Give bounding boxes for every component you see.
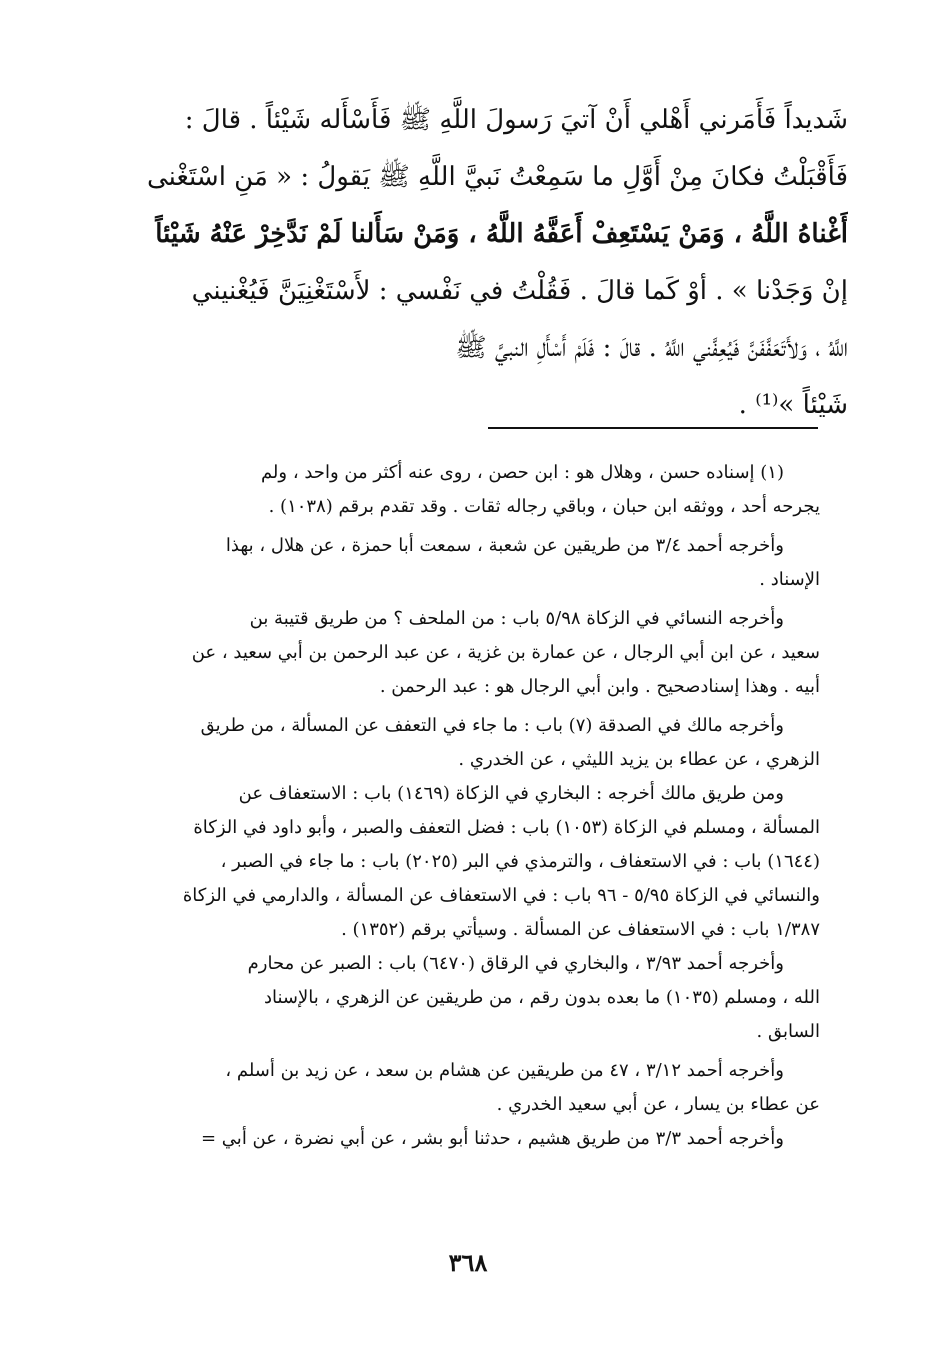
footnote-line: ١/٣٨٧ باب : في الاستعفاف عن المسألة . وسيأتي برقم (١٣٥٢) . <box>341 919 820 940</box>
footnote-line: عن عطاء بن يسار ، عن أبي سعيد الخدري . <box>496 1094 820 1115</box>
hadith-text <box>128 92 848 434</box>
footnote-line: الزهري ، عن عطاء بن يزيد الليثي ، عن الخدري . <box>458 749 820 770</box>
footnote-line: وأخرجه النسائي في الزكاة ٥/٩٨ باب : من الملحف ؟ من طريق قتيبة بن <box>249 608 784 629</box>
footnote-separator <box>488 427 818 429</box>
footnote-paragraph <box>128 947 820 1049</box>
hadith-line: أَغْناهُ اللَّهُ ، وَمَنْ يَسْتَعِفْ أَعَفَّهُ اللَّهُ ، وَمَنْ سَأَلنا لَمْ نَدَّخِرْ عَنْهُ شَيْئاً <box>155 219 848 249</box>
footnote-paragraph <box>128 1122 820 1156</box>
footnotes <box>128 456 820 1156</box>
footnote-line: وأخرجه أحمد ٣/١٢ ، ٤٧ من طريقين عن هشام بن سعد ، عن زيد بن أسلم ، <box>225 1060 784 1081</box>
footnote-line: وأخرجه مالك في الصدقة (٧) باب : ما جاء في التعفف عن المسألة ، من طريق <box>200 715 784 736</box>
footnote-paragraph <box>128 602 820 704</box>
hadith-line: اللَّهُ ، وَلأَتَعَفَّفَنَّ فَيُعِفَّني اللَّهُ . قالَ : فَلَمْ أَسْأَلِ النبيَّ ﷺ <box>455 333 848 363</box>
hadith-line: شَديداً فَأَمَرني أَهْلي أَنْ آتيَ رَسولَ اللَّهِ ﷺ فَأَسْأَله شَيْئاً . قالَ : <box>184 105 848 135</box>
footnote-line: سعيد ، عن ابن أبي الرجال ، عن عمارة بن غزية ، عن عبد الرحمن بن أبي سعيد ، عن <box>191 642 820 663</box>
footnote-line: (١٦٤٤) باب : في الاستعفاف ، والترمذي في البر (٢٠٢٥) باب : ما جاء في الصبر ، <box>220 851 820 872</box>
footnote-paragraph <box>128 456 820 524</box>
footnote-line: وأخرجه أحمد ٣/٩٣ ، والبخاري في الرقاق (٦٤٧٠) باب : الصبر عن محارم <box>247 953 784 974</box>
page-number: ٣٦٨ <box>448 1248 488 1277</box>
footnote-line: الله ، ومسلم (١٠٣٥) ما بعده بدون رقم ، من طريقين عن الزهري ، بالإسناد <box>263 987 820 1008</box>
footnote-paragraph <box>128 529 820 597</box>
footnote-line: الإسناد . <box>759 569 820 590</box>
footnote-line: السابق . <box>756 1021 820 1042</box>
footnote-line: أبيه . وهذا إسنادصحيح . وابن أبي الرجال هو : عبد الرحمن . <box>379 676 820 697</box>
hadith-line: إنْ وَجَدْنا » . أوْ كَما قالَ . فَقُلْتُ في نَفْسي : لأَسْتَغْنِيَنَّ فَيُغْنيني <box>191 276 848 306</box>
footnote-line: ومن طريق مالك أخرجه : البخاري في الزكاة (١٤٦٩) باب : الاستعفاف عن <box>238 783 784 804</box>
footnote-paragraph <box>128 709 820 777</box>
footnote-paragraph <box>128 1054 820 1122</box>
hadith-line: فَأَقْبَلْتُ فكانَ مِنْ أَوَّلِ ما سَمِعْتُ نَبيَّ اللَّهِ ﷺ يَقولُ : « مَنِ اسْتَغْنى <box>147 162 848 192</box>
footnote-line: المسألة ، ومسلم في الزكاة (١٠٥٣) باب : فضل التعفف والصبر ، وأبو داود في الزكاة <box>193 817 820 838</box>
footnote-line: وأخرجه أحمد ٣/٣ من طريق هشيم ، حدثنا أبو بشر ، عن أبي نضرة ، عن أبي = <box>201 1128 784 1149</box>
footnote-line: يجرحه أحد ، ووثقه ابن حبان ، وباقي رجاله ثقات . وقد تقدم برقم (١٠٣٨) . <box>268 496 820 517</box>
footnote-line: والنسائي في الزكاة ٥/٩٥ - ٩٦ باب : في الاستعفاف عن المسألة ، والدارمي في الزكاة <box>182 885 820 906</box>
footnote-line: (١) إسناده حسن ، وهلال هو : ابن حصن ، روى عنه أكثر من واحد ، ولم <box>260 462 784 483</box>
footnote-paragraph <box>128 777 820 947</box>
footnote-line: وأخرجه أحمد ٣/٤ من طريقين عن شعبة ، سمعت أبا حمزة ، عن هلال ، بهذا <box>225 535 784 556</box>
hadith-line: شَيْئاً »⁽¹⁾ . <box>738 390 848 420</box>
